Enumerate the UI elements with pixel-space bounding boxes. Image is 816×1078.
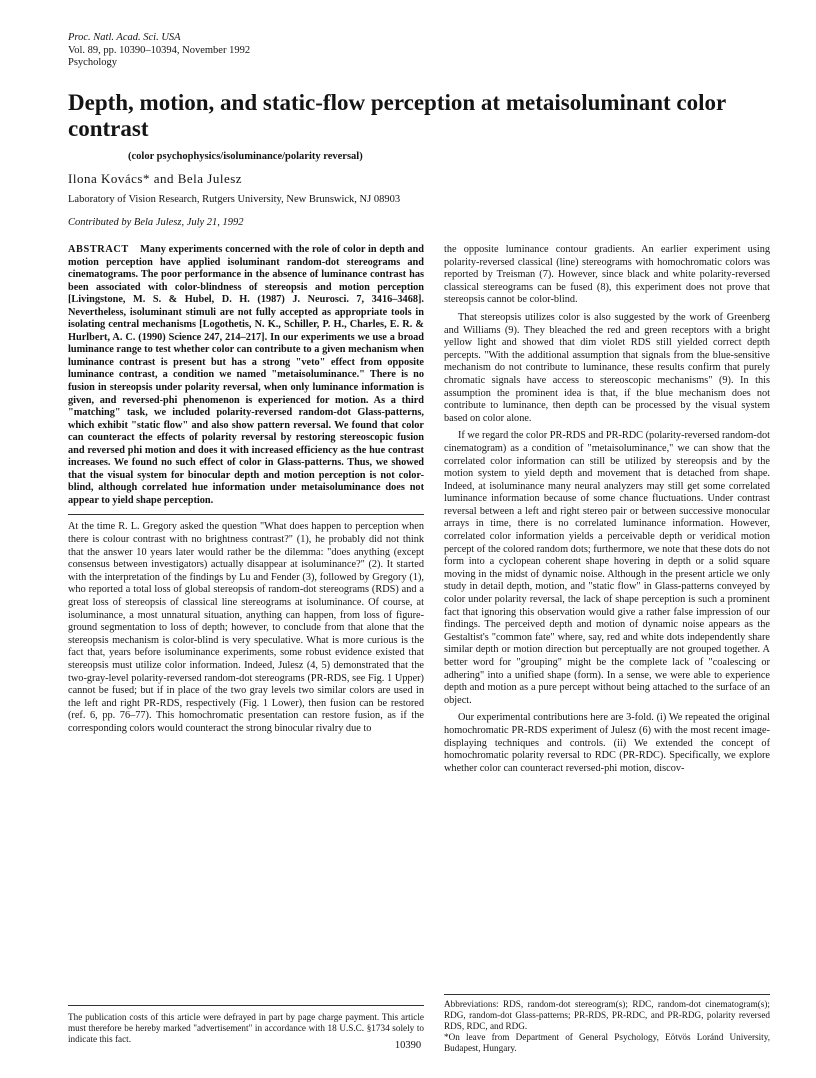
contributed-by: Contributed by Bela Julesz, July 21, 1992 [68,217,244,228]
footnote-divider [444,994,770,995]
page-number: 10390 [394,1040,422,1051]
journal-volume: Vol. 89, pp. 10390–10394, November 1992 [68,44,251,56]
left-column [68,244,424,736]
author-note: *On leave from Department of General Psychology, Eötvös Loránd University, Budapest, Hungary. [444,1032,770,1053]
journal-name: Proc. Natl. Acad. Sci. USA [68,32,181,43]
abstract [68,244,424,507]
publication-cost-footnote [68,1005,424,1045]
journal-header [68,32,250,70]
abstract-text: Many experiments concerned with the role of color in depth and motion perception have applied isoluminant random-dot stereograms and cinematograms. The poor performance in the absence of luminance contrast has been associated with color-blindness of stereopsis and motion perception [Livingstone, M. S. & Hubel, D. H. (1987) J. Neurosci. 7, 3416–3468]. Nevertheless, isoluminant stimuli are not fully accepted as appropriate tools in isolating central mechanisms [Logothetis, N. K., Schiller, P. H., Charles, E. R. & Hurlbert, A. C. (1990) Science 247, 214–217]. In our experiments we use a broad luminance range to test whether color can contribute to a given mechanism when luminance contrast is present but has a strong "veto" effect from opposite luminance contrast, a condition we named "metaisoluminance." There is no fusion in stereopsis under polarity reversal, when only luminance information is given, and reversed-phi phenomenon is experienced for motion. As a third "matching" task, we included polarity-reversed random-dot Glass-patterns, which exhibit "static flow" and also show pattern reversal. We found that color can counteract the effects of polarity reversal by restoring stereoscopic fusion and reversed phi motion and does it with increased efficiency as the hue contrast increases. We found no such effect of color in Glass-patterns. Thus, we showed that the visual system for binocular depth and motion perception is not color-blind, although correlated hue information under metaisoluminance does not appear to yield shape perception. [68,244,425,506]
body-paragraph: the opposite luminance contour gradients. An earlier experiment using polarity-reversed classical (line) stereograms with homochromatic colors was reported by Treisman (7). However, since black and white polarity-reversed classical stereograms can be fused (8), this experiment does not prove that stereopsis cannot be color-blind. [444,244,770,306]
body-paragraph: Our experimental contributions here are 3-fold. (i) We repeated the original homochromatic PR-RDS experiment of Julesz (6) with the most recent image-displaying techniques and controls. (ii) We extended the concept of homochromatic polarity reversal to RDC (PR-RDC). Specifically, we explore whether color can counteract reversed-phi motion, discov- [444,712,770,774]
journal-section: Psychology [68,57,118,68]
footnote-text: The publication costs of this article were defrayed in part by page charge payment. This article must therefore be hereby marked "advertisement" in accordance with 18 U.S.C. §1734 solely to indicate this fact. [68,1012,424,1044]
abstract-label: ABSTRACT [68,244,129,255]
affiliation: Laboratory of Vision Research, Rutgers University, New Brunswick, NJ 08903 [68,194,401,205]
keywords: (color psychophysics/isoluminance/polarity reversal) [128,151,363,162]
body-paragraph: At the time R. L. Gregory asked the question "What does happen to perception when there is colour contrast with no brightness contrast?" (1), he probably did not think that the answer 10 years later would rather be the dilemma: "does anything (except consensus between investigators) actually disappear at isoluminance?" (2). It started with the interpretation of the findings by Lu and Fender (3), followed by Gregory (1), who reported a total loss of global stereopsis of random-dot stereograms (RDS) and a great loss of stereopsis of classical line stereograms at isoluminance. Of course, at isoluminance, a most unnatural situation, anything can happen, from loss of figure-ground segmentation to loss of depth; however, to conclude from that alone that the stereopsis mechanism is color-blind is very speculative. What is more curious is the fact that, years before isoluminance experiments, some robust evidence existed that stereopsis must utilize color information. Indeed, Julesz (4, 5) demonstrated that the two-gray-level polarity-reversed random-dot stereograms (PR-RDS, see Fig. 1 Upper) cannot be fused; but if in place of the two gray levels two similar colors are used in the left and right PR-RDS, respectively (Fig. 1 Lower), then fusion can be restored (ref. 6, pp. 76–77). This homochromatic presentation can restore fusion, as if the corresponding colors would counteract the strong binocular rivalry due to [68,521,424,734]
right-column [444,244,770,775]
abstract-divider [68,514,424,515]
body-paragraph: That stereopsis utilizes color is also suggested by the work of Greenberg and Williams (9). They bleached the red and green receptors with a bright yellow light and showed that dim violet RDS still yielded correct depth percepts. "With the additional assumption that signals from the blue-sensitive mechanism do not contribute to luminance, these results confirm that purely chromatic signals have access to stereoscopic mechanisms" (9). In this assumption the prominent idea is that, if the blue mechanism does not contribute to luminance, then depth can be processed by the visual system based on color alone. [444,311,770,424]
article-title: Depth, motion, and static-flow perception at metaisoluminant color contrast [68,90,726,141]
abbreviations: Abbreviations: RDS, random-dot stereogram(s); RDC, random-dot cinematogram(s); RDG, random-dot Glass-patterns; PR-RDS, PR-RDC, and PR-RDG, polarity reversed RDS, RDC, and RDG. [444,999,770,1031]
authors: Ilona Kovács* and Bela Julesz [68,171,243,186]
footnote-divider [68,1005,424,1006]
body-paragraph: If we regard the color PR-RDS and PR-RDC (polarity-reversed random-dot cinematogram) as a condition of "metaisoluminance," we can show that the correlated color information can still be utilized by stereopsis and by the motion system to yield depth and movement that is detached from shape. Indeed, at isoluminance many neural analyzers may still get some correlated luminance information because of some chance fluctuations. Under contrast reversal between a left and right stereo pair or between successive monocular arrays in time, there is no correlated luminance information. However, correlated color information yields a perceivable depth or veridical motion percept of the colored random dots; furthermore, we note that these dots do not form into a cyclopean coherent shape hovering in depth or a solid square moving in the midst of dynamic noise. Although in the present article we only study in detail depth, motion, and "static flow" in Glass-patterns conveyed by color under polarity reversal, the lack of shape perception is such a prominent fact that ignoring this observation would give a rather false impression of our findings. The perceived depth and motion of dynamic noise appears as the Gestaltist's "common fate" where, say, red and white dots independently share similar depth or motion direction but perceptually are not grouped together. A better word for "grouping" might be the complete lack of "coalescing or adhering" into a unified shape (form). In a sense, we were able to experience depth and motion as a pure percept without being attached to the surface of an object. [444,430,770,706]
